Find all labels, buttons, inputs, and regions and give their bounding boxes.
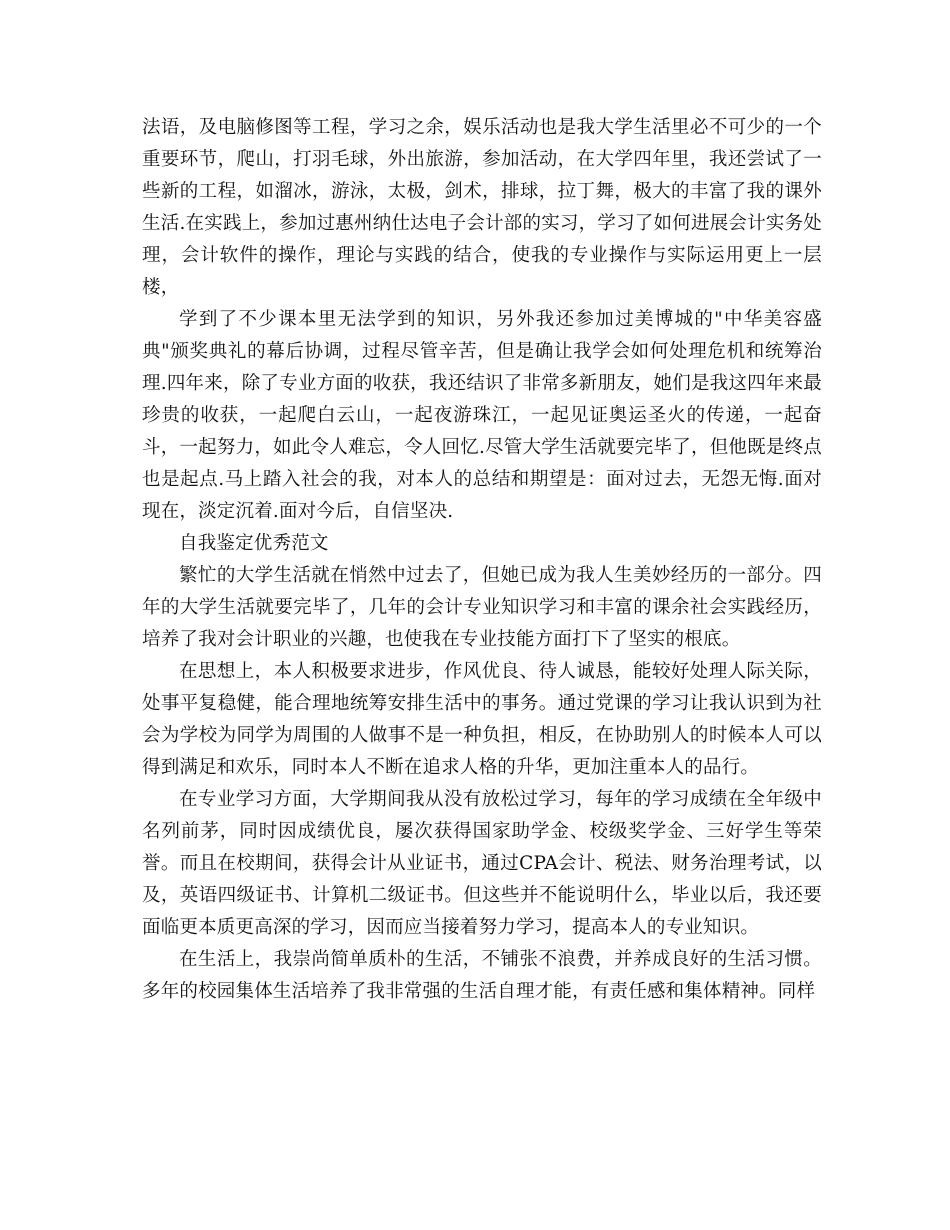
document-body [142, 112, 822, 1008]
paragraph-4: 在思想上，本人积极要求进步，作风优良、待人诚恳，能较好处理人际关际，处事平复稳健，能合理地统筹安排生活中的事务。通过党课的学习让我认识到为社会为学校为同学为周围的人做事不是一种负担，相反，在协助别人的时候本人可以得到满足和欢乐，同时本人不断在追求人格的升华，更加注重本人的品行。 [142, 661, 822, 778]
section-heading: 自我鉴定优秀范文 [179, 533, 329, 554]
paragraph-3: 繁忙的大学生活就在悄然中过去了，但她已成为我人生美妙经历的一部分。四年的大学生活就要完毕了，几年的会计专业知识学习和丰富的课余社会实践经历，培养了我对会计职业的兴趣，也使我在专业技能方面打下了坚实的根底。 [142, 565, 822, 650]
paragraph-5: 在专业学习方面，大学期间我从没有放松过学习，每年的学习成绩在全年级中名列前茅，同时因成绩优良，屡次获得国家助学金、校级奖学金、三好学生等荣誉。而且在校期间，获得会计从业证书，通过CPA会计、税法、财务治理考试，以及，英语四级证书、计算机二级证书。但这些并不能说明什么，毕业以后，我还要面临更本质更高深的学习，因而应当接着努力学习，提高本人的专业知识。 [142, 789, 822, 938]
paragraph-6: 在生活上，我崇尚简单质朴的生活，不铺张不浪费，并养成良好的生活习惯。多年的校园集体生活培养了我非常强的生活自理才能，有责任感和集体精神。同样 [142, 949, 822, 1002]
paragraph-2: 学到了不少课本里无法学到的知识，另外我还参加过美博城的"中华美容盛典"颁奖典礼的幕后协调，过程尽管辛苦，但是确让我学会如何处理危机和统筹治理.四年来，除了专业方面的收获，我还结识了非常多新朋友，她们是我这四年来最珍贵的收获，一起爬白云山，一起夜游珠江，一起见证奥运圣火的传递，一起奋斗，一起努力，如此令人难忘，令人回忆.尽管大学生活就要完毕了，但他既是终点也是起点.马上踏入社会的我，对本人的总结和期望是：面对过去，无怨无悔.面对现在，淡定沉着.面对今后，自信坚决. [142, 309, 822, 522]
paragraph-1: 法语，及电脑修图等工程，学习之余，娱乐活动也是我大学生活里必不可少的一个重要环节，爬山，打羽毛球，外出旅游，参加活动，在大学四年里，我还尝试了一些新的工程，如溜冰，游泳，太极，剑术，排球，拉丁舞，极大的丰富了我的课外生活.在实践上，参加过惠州纳仕达电子会计部的实习，学习了如何进展会计实务处理，会计软件的操作，理论与实践的结合，使我的专业操作与实际运用更上一层楼， [142, 117, 822, 298]
